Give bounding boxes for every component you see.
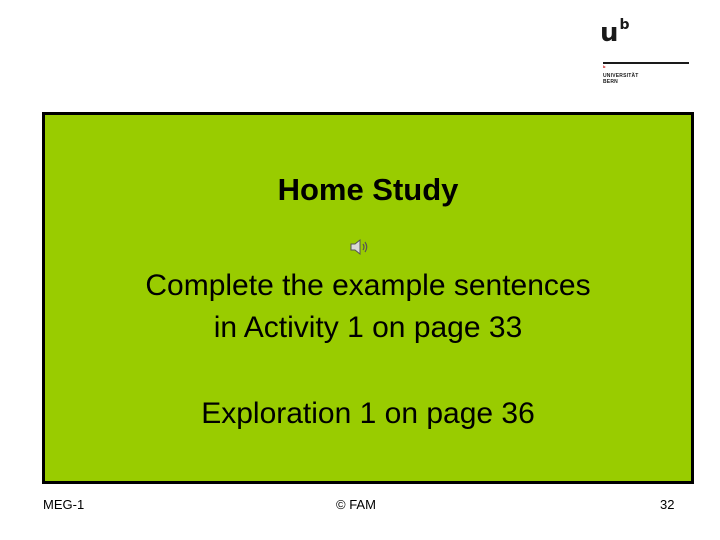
footer-course-code: MEG-1 [43, 497, 85, 512]
logo-rule [603, 62, 689, 64]
logo-mark: b [603, 64, 606, 69]
footer-copyright: © FAM [336, 497, 376, 512]
instruction-line-3: Exploration 1 on page 36 [201, 397, 535, 430]
content-panel [42, 112, 694, 484]
logo-text-line2: BERN [603, 79, 618, 85]
footer-page-number: 32 [660, 497, 675, 512]
instruction-line-1: Complete the example sentences [145, 269, 591, 302]
logo-u: u [600, 18, 619, 48]
instruction-line-2: in Activity 1 on page 33 [213, 311, 523, 344]
logo-wordmark [600, 17, 630, 48]
logo-text-line1: UNIVERSITÄT [603, 73, 639, 79]
speaker-icon[interactable] [349, 237, 371, 257]
logo-b-superscript: b [619, 17, 630, 33]
slide-title: Home Study [277, 172, 459, 207]
university-logo [600, 17, 692, 86]
logo-text [603, 73, 639, 85]
